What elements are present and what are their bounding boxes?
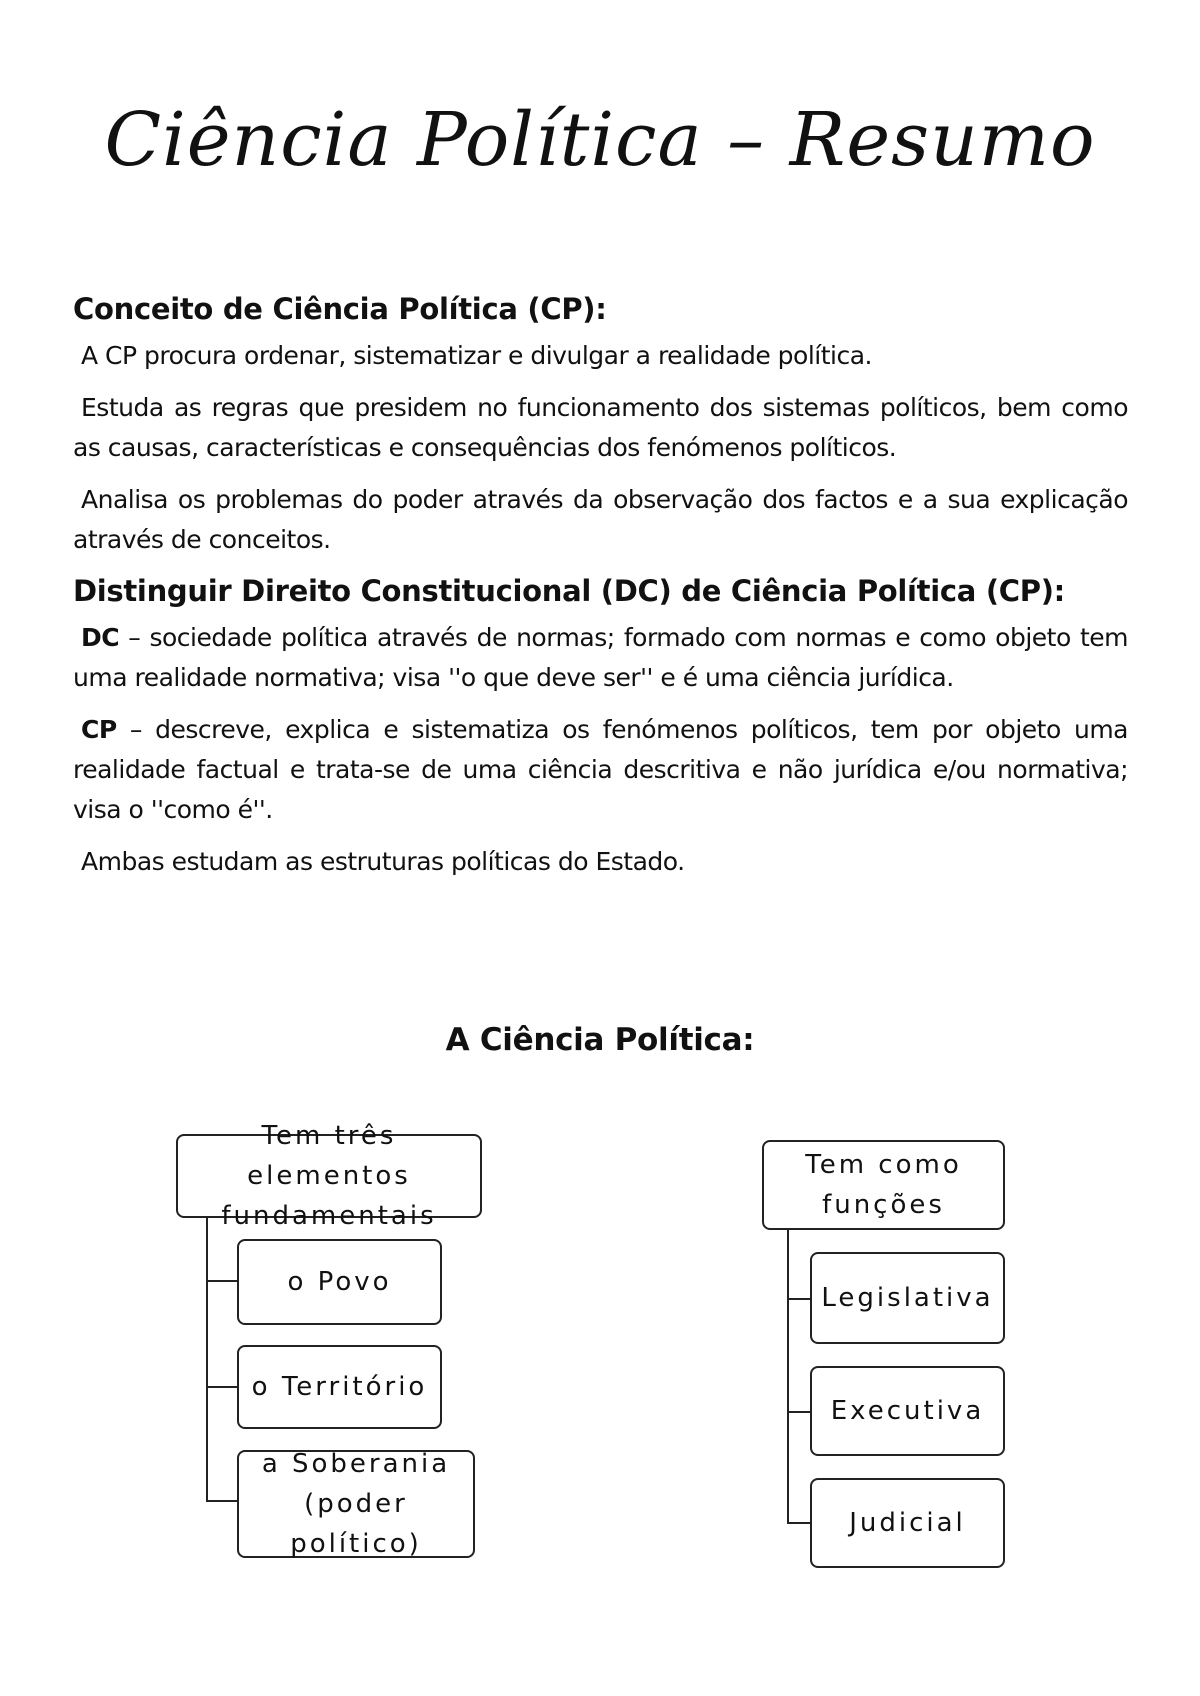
dc-label: DC <box>81 623 120 652</box>
paragraph: Analisa os problemas do poder através da observação dos factos e a sua explicação através de conceitos. <box>73 485 1128 554</box>
paragraph-cp: CP – descreve, explica e sistematiza os fenómenos políticos, tem por objeto uma realidade factual e trata-se de uma ciência descritiva e não jurídica e/ou normativa; visa o ''como é''. <box>73 715 1128 824</box>
tree-connector <box>787 1225 789 1523</box>
diagram-item-executiva: Executiva <box>810 1366 1005 1456</box>
paragraph: A CP procura ordenar, sistematizar e divulgar a realidade política. <box>81 341 872 370</box>
cp-label: CP <box>81 715 117 744</box>
section-heading-distinguish: Distinguir Direito Constitucional (DC) de Ciência Política (CP): <box>73 574 1065 608</box>
diagram-root-functions: Tem como funções <box>762 1140 1005 1230</box>
tree-connector <box>206 1500 238 1502</box>
document-body <box>73 290 1128 894</box>
tree-connector <box>206 1386 238 1388</box>
section-heading-concept: Conceito de Ciência Política (CP): <box>73 292 607 326</box>
diagram-item-legislativa: Legislativa <box>810 1252 1005 1344</box>
tree-connector <box>787 1411 811 1413</box>
paragraph: Estuda as regras que presidem no funcionamento dos sistemas políticos, bem como as causas, características e consequências dos fenómenos políticos. <box>73 393 1128 462</box>
diagram-item-povo: o Povo <box>237 1239 442 1325</box>
diagram-item-soberania: a Soberania (poder político) <box>237 1450 475 1558</box>
paragraph: Ambas estudam as estruturas políticas do Estado. <box>81 847 685 876</box>
tree-connector <box>787 1298 811 1300</box>
diagram-item-judicial: Judicial <box>810 1478 1005 1568</box>
tree-connector <box>206 1280 238 1282</box>
diagram-heading: A Ciência Política: <box>445 1022 755 1058</box>
diagram-item-territorio: o Território <box>237 1345 442 1429</box>
diagram-root-elements: Tem três elementos fundamentais <box>176 1134 482 1218</box>
tree-connector <box>787 1522 811 1524</box>
document-title: Ciência Política – Resumo <box>104 97 1096 183</box>
paragraph-dc: DC – sociedade política através de normas; formado com normas e como objeto tem uma realidade normativa; visa ''o que deve ser'' e é uma ciência jurídica. <box>73 623 1128 692</box>
tree-connector <box>206 1212 208 1502</box>
